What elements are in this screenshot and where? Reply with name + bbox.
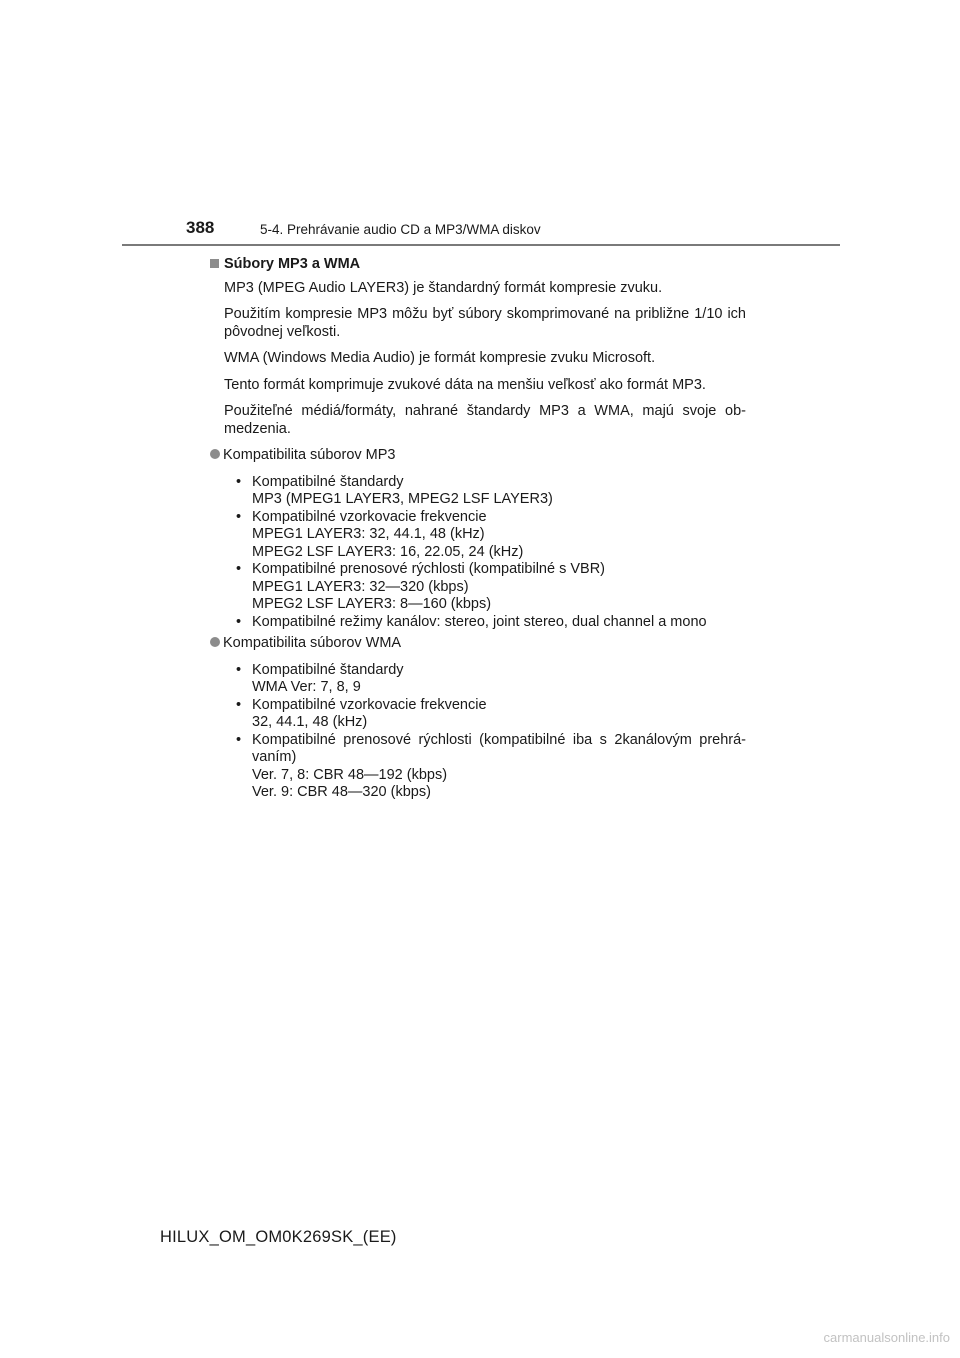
mp3-heading (210, 447, 746, 465)
bullet-dot-icon: • (236, 696, 242, 713)
section-heading (210, 256, 746, 274)
paragraph: Použiteľné médiá/formáty, nahrané štandardy MP3 a WMA, majú svoje ob-medzenia. (224, 403, 746, 437)
list-item (236, 509, 746, 562)
bullet-dot-icon: • (236, 508, 242, 525)
item-line: Ver. 7, 8: CBR 48—192 (kbps) (252, 766, 448, 783)
list-item (236, 561, 746, 614)
page-number: 388 (186, 218, 215, 237)
paragraph: Tento formát komprimuje zvukové dáta na menšiu veľkosť ako formát MP3. (224, 376, 706, 393)
item-line: MPEG2 LSF LAYER3: 16, 22.05, 24 (kHz) (252, 543, 524, 560)
item-line: Ver. 9: CBR 48—320 (kbps) (252, 784, 431, 800)
bullet-dot-icon: • (236, 561, 242, 577)
running-header: 5-4. Prehrávanie audio CD a MP3/WMA diskov (260, 222, 541, 237)
mp3-title: Kompatibilita súborov MP3 (223, 447, 396, 463)
item-label: Kompatibilné režimy kanálov: stereo, joint stereo, dual channel a mono (252, 613, 707, 630)
paragraph: Použitím kompresie MP3 môžu byť súbory skomprimované na približne 1/10 ich pôvodnej veľkosti. (224, 306, 746, 340)
list-item (236, 614, 746, 632)
list-item (236, 732, 746, 802)
item-line: 32, 44.1, 48 (kHz) (252, 714, 368, 730)
item-line: MPEG2 LSF LAYER3: 8—160 (kbps) (252, 596, 492, 612)
section-title: Súbory MP3 a WMA (224, 256, 361, 272)
item-label: Kompatibilné vzorkovacie frekvencie (252, 508, 487, 525)
item-line: MP3 (MPEG1 LAYER3, MPEG2 LSF LAYER3) (252, 491, 553, 507)
bullet-dot-icon: • (236, 613, 242, 630)
item-label: Kompatibilné štandardy (252, 473, 404, 490)
wma-title: Kompatibilita súborov WMA (223, 635, 402, 651)
bullet-dot-icon: • (236, 661, 242, 678)
wma-heading (210, 635, 746, 653)
bullet-dot-icon: • (236, 473, 242, 490)
mp3-list (236, 474, 746, 632)
list-item (236, 697, 746, 732)
circle-bullet-icon (210, 449, 220, 459)
item-line: MPEG1 LAYER3: 32—320 (kbps) (252, 578, 469, 595)
square-bullet-icon (210, 259, 219, 268)
item-label: Kompatibilné prenosové rýchlosti (kompatibilné iba s 2kanálovým prehrá-vaním) (252, 731, 746, 765)
item-line: MPEG1 LAYER3: 32, 44.1, 48 (kHz) (252, 526, 485, 542)
item-label: Kompatibilné vzorkovacie frekvencie (252, 696, 487, 713)
bullet-dot-icon: • (236, 731, 242, 748)
wma-list (236, 662, 746, 802)
paragraph: WMA (Windows Media Audio) je formát kompresie zvuku Microsoft. (224, 350, 656, 366)
item-line: WMA Ver: 7, 8, 9 (252, 679, 361, 695)
list-item (236, 662, 746, 697)
page-content (210, 256, 746, 806)
paragraph: MP3 (MPEG Audio LAYER3) je štandardný formát kompresie zvuku. (224, 279, 663, 296)
circle-bullet-icon (210, 637, 220, 647)
document-code: HILUX_OM_OM0K269SK_(EE) (160, 1228, 397, 1246)
watermark: carmanualsonline.info (823, 1330, 950, 1345)
item-label: Kompatibilné prenosové rýchlosti (kompatibilné s VBR) (252, 561, 605, 577)
header-divider (122, 244, 840, 246)
item-label: Kompatibilné štandardy (252, 661, 404, 678)
list-item (236, 474, 746, 509)
